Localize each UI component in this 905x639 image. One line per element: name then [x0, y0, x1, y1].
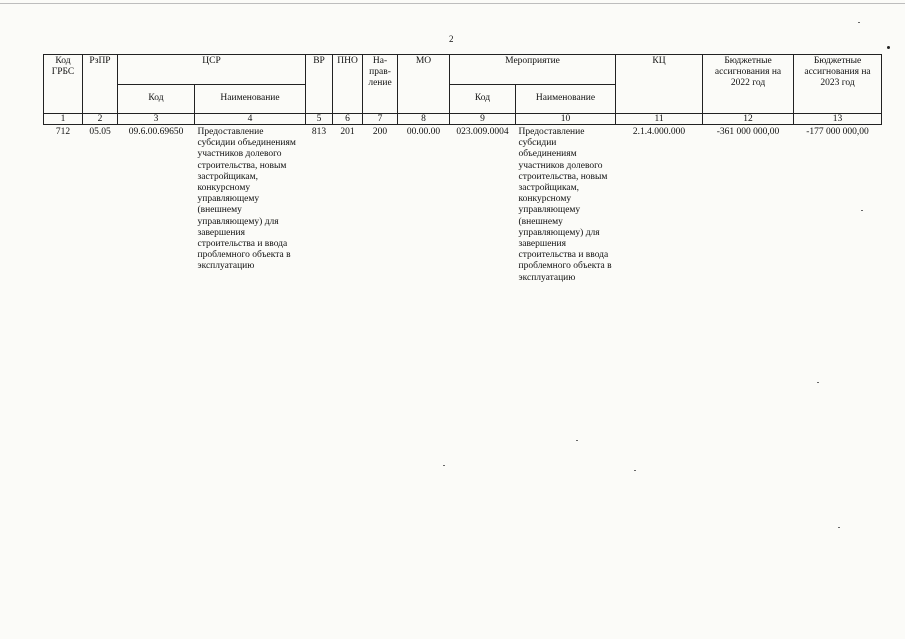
column-number: 1: [44, 114, 83, 125]
scan-speck: [634, 470, 636, 471]
column-number: 3: [118, 114, 195, 125]
cell-csr-kod: 09.6.00.69650: [128, 127, 184, 137]
cell-mer-naim: Предоставление субсидии объединениям участников долевого строительства, новым застройщикам, конкурсному управляющему (внешнему управляющему) для завершения строительства и ввода проблемного объекта в эксплуатацию: [518, 127, 612, 283]
header-ba-2023: Бюджетные ассигнования на 2023 год: [794, 55, 882, 114]
cell-mo: 00.00.00: [406, 127, 441, 137]
header-mer-kod: Код: [450, 85, 516, 114]
header-csr-naim: Наименование: [195, 85, 306, 114]
cell-ba-2022: -361 000 000,00: [716, 127, 780, 137]
column-number-row: [44, 114, 882, 125]
column-number: 11: [616, 114, 703, 125]
cell-kod-grbs: 712: [55, 127, 71, 137]
cell-rzpr: 05.05: [89, 127, 111, 137]
cell-pno: 201: [340, 127, 355, 137]
scan-speck: [576, 440, 578, 441]
header-pno: ПНО: [333, 55, 363, 114]
column-number: 4: [195, 114, 306, 125]
column-number: 12: [703, 114, 794, 125]
column-number: 5: [306, 114, 333, 125]
header-vr: ВР: [306, 55, 333, 114]
column-number: 10: [516, 114, 616, 125]
cell-vr: 813: [311, 127, 327, 137]
header-mo: МО: [398, 55, 450, 114]
cell-csr-naim: Предоставление субсидии объединениям участников долевого строительства, новым застройщикам, конкурсному управляющему (внешнему управляющему) для завершения строительства и ввода проблемного объекта в эксплуатацию: [197, 127, 296, 272]
cell-mer-kod: 023.009.0004: [456, 127, 509, 137]
header-mer-naim: Наименование: [516, 85, 616, 114]
cell-ba-2023: -177 000 000,00: [806, 127, 869, 137]
column-number: 9: [450, 114, 516, 125]
header-csr-kod: Код: [118, 85, 195, 114]
scan-speck: [861, 210, 863, 211]
scan-speck: [443, 465, 445, 466]
column-number: 13: [794, 114, 882, 125]
scan-speck: [887, 46, 890, 49]
header-kod-grbs: Код ГРБС: [44, 55, 83, 114]
column-number: 8: [398, 114, 450, 125]
header-meropriyatie: Мероприятие: [450, 55, 616, 85]
column-number: 7: [363, 114, 398, 125]
scan-speck: [817, 382, 819, 383]
cell-napravlenie: 200: [372, 127, 388, 137]
header-kc: КЦ: [616, 55, 703, 114]
scan-speck: [858, 22, 860, 23]
table-row: [44, 125, 882, 286]
budget-table: [43, 54, 882, 286]
header-napravlenie: На-прав-ление: [363, 55, 398, 114]
column-number: 2: [83, 114, 118, 125]
scan-edge-line: [0, 3, 905, 4]
column-number: 6: [333, 114, 363, 125]
header-rzpr: РзПР: [83, 55, 118, 114]
scan-speck: [838, 527, 840, 528]
cell-kc: 2.1.4.000.000: [632, 127, 686, 137]
header-ba-2022: Бюджетные ассигнования на 2022 год: [703, 55, 794, 114]
header-csr: ЦСР: [118, 55, 306, 85]
page-number: 2: [449, 34, 454, 44]
